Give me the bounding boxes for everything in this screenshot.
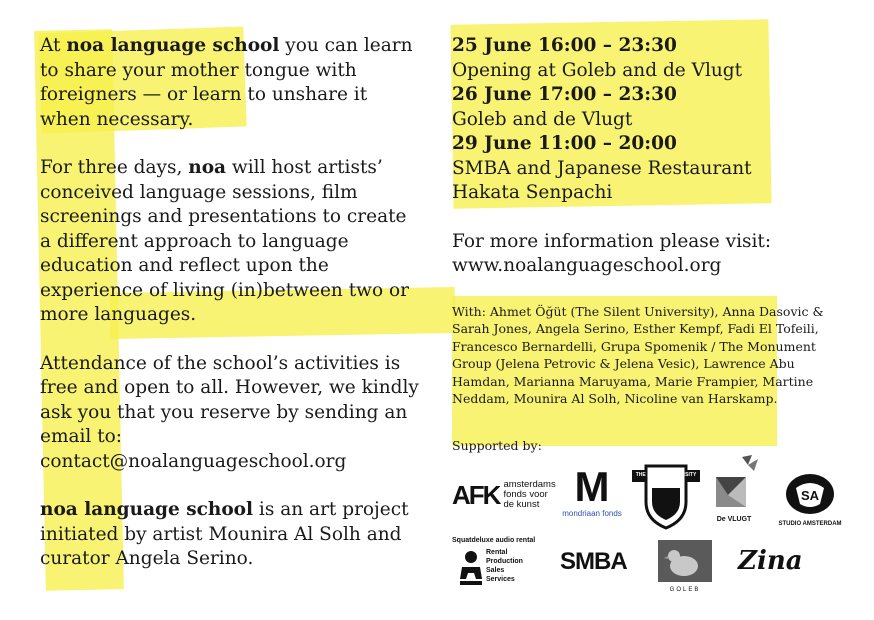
squat-line: Rental (486, 549, 508, 556)
intro-paragraph (40, 34, 420, 132)
attendance-text: Attendance of the school’s activities is free and open to all. However, we kindly ask you that you reserve by sending an email to: (40, 352, 419, 447)
more-info (452, 230, 852, 279)
intro-text-c: you can learn to share your mother tongue with foreigners — or learn to unshare it when necessary. (40, 35, 413, 130)
afk-text: amsterdams fonds voor de kunst (503, 479, 556, 510)
school-name-bold: noa language school (66, 35, 280, 56)
studio-amsterdam-logo (778, 470, 842, 526)
schedule-date: 26 June 17:00 – 23:30 (452, 84, 677, 105)
afk-mark: AFK (452, 479, 500, 510)
smba-logo: SMBA (560, 548, 627, 575)
squat-line: Sales (486, 567, 505, 574)
shield-icon (630, 462, 702, 530)
squatdeluxe-logo (452, 537, 548, 597)
program-text-a: For three days, (40, 157, 189, 178)
left-column (40, 34, 420, 596)
program-paragraph (40, 156, 420, 328)
mondriaan-text: mondriaan fonds (562, 509, 622, 518)
origami-bird-icon (708, 455, 760, 511)
website-link[interactable]: www.noalanguageschool.org (452, 255, 722, 276)
zina-logo: Zina (738, 546, 803, 576)
goleb-logo (658, 540, 712, 593)
silent-top-text: THE SILENT UNIVERSITY (635, 472, 697, 478)
squat-line: Production (486, 558, 523, 565)
contact-email[interactable]: contact@noalanguageschool.org (40, 450, 347, 472)
afk-logo (452, 470, 554, 520)
noa-bold: noa (188, 157, 227, 178)
mondriaan-glyph: M (574, 463, 610, 510)
schedule-date: 25 June 16:00 – 23:30 (452, 35, 677, 56)
supported-by-label: Supported by: (452, 438, 542, 453)
goleb-text: GOLEB (669, 587, 701, 593)
squatting-figure-icon (456, 549, 486, 589)
intro-text-a: At (40, 35, 67, 56)
attendance-paragraph (40, 352, 420, 475)
about-text: is an art project initiated by artist Mounira Al Solh and curator Angela Serino. (40, 499, 409, 569)
about-paragraph (40, 498, 420, 572)
silent-university-logo (630, 462, 702, 530)
pigeon-photo-icon (658, 540, 712, 582)
de-vlugt-logo (708, 455, 760, 525)
studio-amsterdam-text: STUDIO AMSTERDAM (778, 521, 842, 527)
participants-list: With: Ahmet Öğüt (The Silent University), Anna Dasovic & Sarah Jones, Angela Serino, Esther Kempf, Fadi El Tofeili, Francesco Bernardelli, Grupa Spomenik / The Monument Group (Jelena Petrovic & Jelena Vesic), Lawrence Abu Hamdan, Marianna Maruyama, Marie Frampier, Martine Neddam, Mounira Al Solh, Nicoline van Harskamp. (452, 303, 824, 406)
more-info-label: For more information please visit: (452, 230, 772, 252)
svg-text:SA: SA (800, 488, 820, 503)
schedule (452, 34, 852, 206)
right-column (452, 34, 852, 408)
studio-amsterdam-icon (778, 470, 842, 516)
schedule-place: SMBA and Japanese Restaurant Hakata Senpachi (452, 157, 752, 203)
de-vlugt-text: De VLUGT (716, 516, 752, 523)
program-text-c: will host artists’ conceived language sessions, film screenings and presentations to create a different approach to language education and reflect upon the experience of living (in)between two or more languages. (40, 157, 409, 325)
squatdeluxe-title: Squatdeluxe audio rental (452, 537, 536, 544)
squat-line: Services (486, 576, 515, 583)
schedule-place: Goleb and de Vlugt (452, 108, 633, 130)
schedule-place: Opening at Goleb and de Vlugt (452, 59, 743, 81)
about-school-bold: noa language school (40, 499, 254, 520)
squatdeluxe-services (486, 548, 548, 584)
schedule-date: 29 June 11:00 – 20:00 (452, 133, 677, 154)
mondriaan-logo (562, 465, 622, 530)
